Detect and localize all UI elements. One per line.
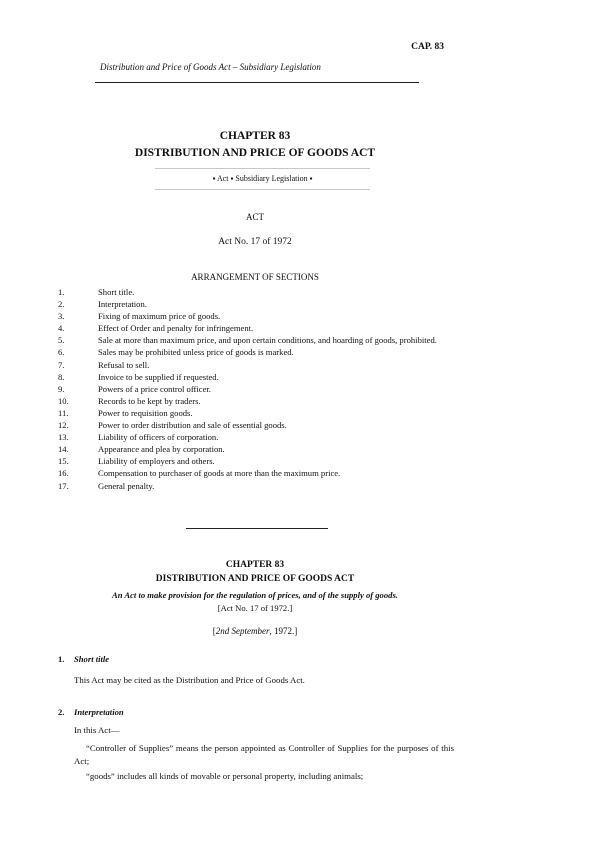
arrangement-item bbox=[58, 431, 458, 443]
commencement-open: [ bbox=[212, 626, 216, 636]
arrangement-item-number: 5. bbox=[58, 335, 65, 346]
bullet-separator: ▪ bbox=[309, 174, 313, 183]
act-heading: ACT bbox=[246, 212, 264, 222]
arrangement-item-title: Compensation to purchaser of goods at more than the maximum price. bbox=[98, 468, 341, 479]
arrangement-item-number: 12. bbox=[58, 420, 69, 431]
arrangement-item-number: 4. bbox=[58, 323, 65, 334]
arrangement-item bbox=[58, 383, 458, 395]
arrangement-item-number: 15. bbox=[58, 456, 69, 467]
arrangement-item bbox=[58, 395, 458, 407]
arrangement-item-number: 6. bbox=[58, 347, 65, 358]
definition-goods: “goods” includes all kinds of movable or personal property, including animals; bbox=[86, 771, 364, 781]
act-number: Act No. 17 of 1972 bbox=[218, 237, 292, 247]
arrangement-item-title: Refusal to sell. bbox=[98, 359, 150, 370]
section-2-intro: In this Act— bbox=[74, 725, 120, 735]
arrangement-item-number: 8. bbox=[58, 371, 65, 382]
arrangement-item-number: 11. bbox=[58, 407, 69, 418]
arrangement-item-number: 16. bbox=[58, 468, 69, 479]
commencement-date bbox=[0, 626, 510, 636]
arrangement-item bbox=[58, 480, 458, 492]
section-1-heading bbox=[58, 654, 109, 664]
arrangement-item-title: Powers of a price control officer. bbox=[98, 383, 211, 394]
section-2-title: Interpretation bbox=[74, 707, 124, 717]
arrangement-item-number: 10. bbox=[58, 395, 69, 406]
navigation-tabs bbox=[155, 168, 370, 190]
arrangement-item-title: Records to be kept by traders. bbox=[98, 395, 201, 406]
section-2-heading bbox=[58, 707, 124, 717]
arrangement-item bbox=[58, 407, 458, 419]
arrangement-item-title: Invoice to be supplied if requested. bbox=[98, 371, 219, 382]
section-divider bbox=[186, 528, 328, 529]
arrangement-item-number: 14. bbox=[58, 444, 69, 455]
arrangement-item bbox=[58, 346, 458, 358]
body-chapter-heading bbox=[0, 558, 510, 586]
section-1-text: This Act may be cited as the Distribution and Price of Goods Act. bbox=[74, 675, 305, 685]
arrangement-item bbox=[58, 455, 458, 467]
act-reference: [Act No. 17 of 1972.] bbox=[217, 603, 293, 613]
arrangement-item-title: Appearance and plea by corporation. bbox=[98, 444, 225, 455]
section-2-number: 2. bbox=[58, 707, 65, 717]
arrangement-item-number: 13. bbox=[58, 432, 69, 443]
arrangement-item bbox=[58, 334, 458, 346]
arrangement-item-title: Power to order distribution and sale of essential goods. bbox=[98, 420, 287, 431]
header-rule bbox=[95, 82, 419, 83]
arrangement-item bbox=[58, 467, 458, 479]
section-1-title: Short title bbox=[74, 654, 110, 664]
arrangement-item-number: 7. bbox=[58, 359, 65, 370]
arrangement-item-title: Liability of employers and others. bbox=[98, 456, 215, 467]
arrangement-item-number: 9. bbox=[58, 383, 65, 394]
chapter-title-line2: DISTRIBUTION AND PRICE OF GOODS ACT bbox=[134, 147, 376, 159]
arrangement-item-title: Liability of officers of corporation. bbox=[98, 432, 219, 443]
commencement-rest: , 1972.] bbox=[269, 626, 298, 636]
tab-act[interactable]: Act bbox=[216, 174, 229, 183]
bullet-separator: ▪ bbox=[230, 174, 234, 183]
arrangement-item-title: Sale at more than maximum price, and upon certain conditions, and hoarding of goods, prohibited. bbox=[98, 335, 437, 346]
arrangement-item bbox=[58, 359, 458, 371]
arrangement-item bbox=[58, 298, 458, 310]
definition-controller: “Controller of Supplies” means the person appointed as Controller of Supplies for the purposes of this Act; bbox=[74, 743, 454, 766]
arrangement-item bbox=[58, 310, 458, 322]
arrangement-item-number: 17. bbox=[58, 480, 69, 491]
arrangement-item-number: 1. bbox=[58, 287, 65, 297]
section-1-number: 1. bbox=[58, 654, 65, 664]
arrangement-item bbox=[58, 371, 458, 383]
bullet-separator: ▪ bbox=[212, 174, 216, 183]
arrangement-item-number: 2. bbox=[58, 299, 65, 310]
running-title: Distribution and Price of Goods Act – Subsidiary Legislation bbox=[100, 62, 321, 72]
long-title: An Act to make provision for the regulation of prices, and of the supply of goods. bbox=[112, 590, 398, 600]
arrangement-item-title: Sales may be prohibited unless price of goods is marked. bbox=[98, 347, 294, 358]
arrangement-item bbox=[58, 419, 458, 431]
tab-subsidiary-legislation[interactable]: Subsidiary Legislation bbox=[235, 174, 308, 183]
arrangement-item-title: Power to requisition goods. bbox=[98, 407, 193, 418]
arrangement-item-title: Effect of Order and penalty for infringement. bbox=[98, 323, 254, 334]
sections-list bbox=[58, 286, 458, 492]
arrangement-item bbox=[58, 322, 458, 334]
body-act-title: DISTRIBUTION AND PRICE OF GOODS ACT bbox=[155, 574, 355, 584]
arrangement-heading: ARRANGEMENT OF SECTIONS bbox=[191, 272, 319, 282]
arrangement-item-title: General penalty. bbox=[98, 480, 155, 491]
chapter-title-line1: CHAPTER 83 bbox=[219, 130, 291, 142]
chapter-title bbox=[0, 128, 510, 162]
arrangement-item bbox=[58, 443, 458, 455]
arrangement-item bbox=[58, 286, 458, 298]
body-chapter-number: CHAPTER 83 bbox=[225, 560, 285, 570]
arrangement-item-title: Interpretation. bbox=[98, 299, 147, 310]
arrangement-item-number: 3. bbox=[58, 311, 65, 322]
arrangement-item-title: Fixing of maximum price of goods. bbox=[98, 311, 221, 322]
chapter-number-header: CAP. 83 bbox=[411, 42, 444, 52]
arrangement-item-title: Short title. bbox=[98, 287, 135, 297]
commencement-date-text: 2nd September bbox=[215, 626, 270, 636]
